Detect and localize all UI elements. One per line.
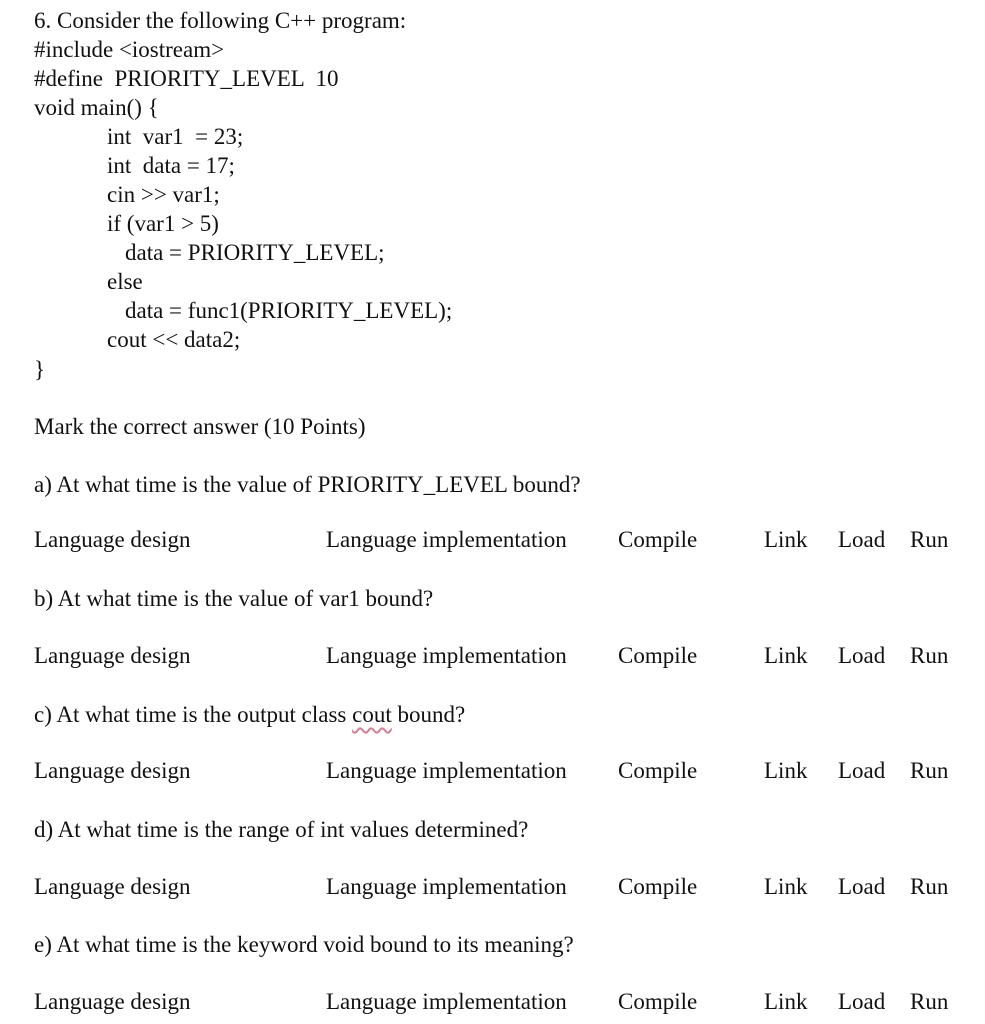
options-row-b: [0, 643, 985, 673]
option-language-implementation[interactable]: Language implementation: [326, 989, 567, 1014]
option-load[interactable]: Load: [838, 643, 886, 668]
option-link[interactable]: Link: [764, 758, 808, 783]
cout-spellcheck-word: cout: [352, 702, 392, 727]
subquestion-c: [34, 702, 465, 728]
code-line-define: #define PRIORITY_LEVEL 10: [34, 66, 339, 91]
option-compile[interactable]: Compile: [618, 527, 698, 552]
option-language-design[interactable]: Language design: [34, 989, 191, 1014]
code-line-assign-func: data = func1(PRIORITY_LEVEL);: [125, 298, 453, 323]
option-language-design[interactable]: Language design: [34, 874, 191, 899]
option-language-design[interactable]: Language design: [34, 527, 191, 552]
option-load[interactable]: Load: [838, 527, 886, 552]
option-language-implementation[interactable]: Language implementation: [326, 874, 567, 899]
option-load[interactable]: Load: [838, 874, 886, 899]
option-compile[interactable]: Compile: [618, 643, 698, 668]
option-run[interactable]: Run: [910, 758, 949, 783]
code-line-include: #include <iostream>: [34, 37, 225, 62]
option-link[interactable]: Link: [764, 989, 808, 1014]
code-line-data: int data = 17;: [107, 153, 235, 178]
subquestion-b: b) At what time is the value of var1 bound?: [34, 586, 434, 611]
option-language-implementation[interactable]: Language implementation: [326, 527, 567, 552]
options-row-c: [0, 758, 985, 788]
option-load[interactable]: Load: [838, 989, 886, 1014]
code-line-else: else: [107, 269, 143, 294]
options-row-e: [0, 989, 985, 1019]
code-line-cin: cin >> var1;: [107, 182, 220, 207]
option-compile[interactable]: Compile: [618, 758, 698, 783]
option-run[interactable]: Run: [910, 643, 949, 668]
code-line-assign-priority: data = PRIORITY_LEVEL;: [125, 240, 385, 265]
subquestion-c-prefix: c) At what time is the output class: [34, 702, 353, 727]
subquestion-a: a) At what time is the value of PRIORITY_LEVEL bound?: [34, 472, 581, 497]
subquestion-d: d) At what time is the range of int values determined?: [34, 817, 529, 842]
options-row-a: [0, 527, 985, 557]
option-language-implementation[interactable]: Language implementation: [326, 758, 567, 783]
options-row-d: [0, 874, 985, 904]
code-line-close-brace: }: [34, 357, 46, 382]
option-run[interactable]: Run: [910, 527, 949, 552]
option-link[interactable]: Link: [764, 527, 808, 552]
subquestion-e: e) At what time is the keyword void bound to its meaning?: [34, 932, 574, 957]
code-line-main: void main() {: [34, 95, 159, 120]
question-header: 6. Consider the following C++ program:: [34, 8, 407, 33]
option-link[interactable]: Link: [764, 643, 808, 668]
option-load[interactable]: Load: [838, 758, 886, 783]
subquestion-c-suffix: bound?: [391, 702, 466, 727]
instruction: Mark the correct answer (10 Points): [34, 414, 366, 439]
option-compile[interactable]: Compile: [618, 989, 698, 1014]
option-language-design[interactable]: Language design: [34, 758, 191, 783]
option-link[interactable]: Link: [764, 874, 808, 899]
option-compile[interactable]: Compile: [618, 874, 698, 899]
code-line-var1: int var1 = 23;: [107, 124, 244, 149]
code-line-cout: cout << data2;: [107, 327, 241, 352]
code-line-if: if (var1 > 5): [107, 211, 219, 236]
option-language-implementation[interactable]: Language implementation: [326, 643, 567, 668]
option-language-design[interactable]: Language design: [34, 643, 191, 668]
option-run[interactable]: Run: [910, 874, 949, 899]
option-run[interactable]: Run: [910, 989, 949, 1014]
